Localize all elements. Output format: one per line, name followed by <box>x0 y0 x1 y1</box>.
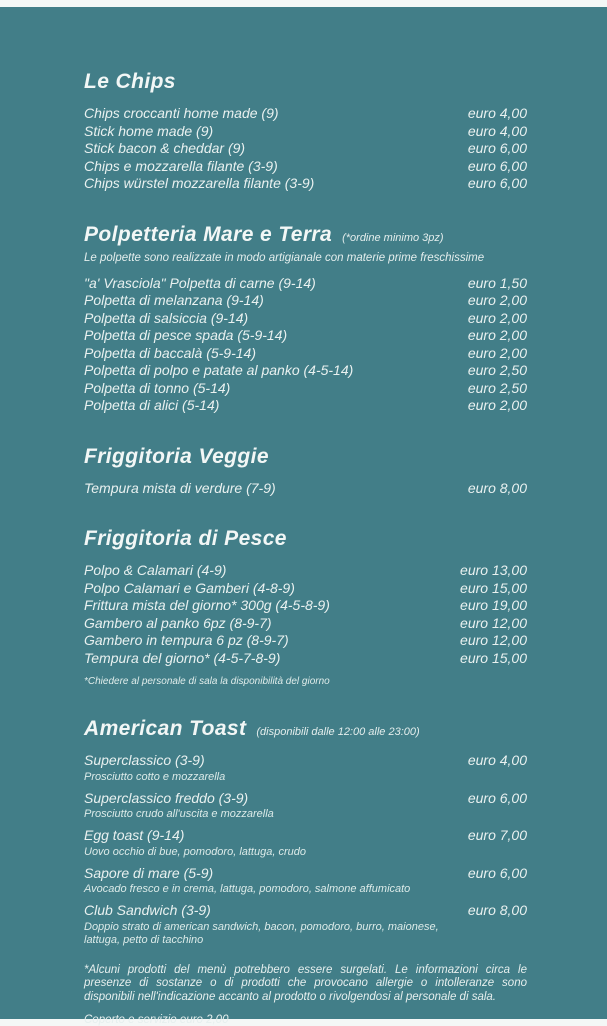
section-items <box>84 480 527 498</box>
section-footnote: *Chiedere al personale di sala la disponibilità del giorno <box>84 676 527 687</box>
item-price: euro 2,50 <box>468 362 527 380</box>
item-name: Gambero al panko 6pz (8-9-7) <box>84 615 284 633</box>
item-name: Chips würstel mozzarella filante (3-9) <box>84 175 326 193</box>
item-price: euro 8,00 <box>468 902 527 920</box>
menu-item <box>84 105 527 123</box>
section-note: (*ordine minimo 3pz) <box>342 232 443 244</box>
menu-item <box>84 327 527 345</box>
item-price: euro 6,00 <box>468 865 527 883</box>
section-header <box>84 526 527 551</box>
item-price: euro 2,50 <box>468 380 527 398</box>
menu-item-row <box>84 650 527 668</box>
item-price: euro 15,00 <box>460 580 527 598</box>
menu-item <box>84 580 527 598</box>
section-subtitle: Le polpette sono realizzate in modo artigianale con materie prime freschissime <box>84 252 527 264</box>
item-price: euro 12,00 <box>460 615 527 633</box>
menu-item <box>84 615 527 633</box>
section-items <box>84 275 527 415</box>
section-title: Polpetteria Mare e Terra <box>84 222 332 247</box>
menu-item-row <box>84 480 527 498</box>
item-name: Chips e mozzarella filante (3-9) <box>84 158 290 176</box>
menu-item-row <box>84 580 527 598</box>
footer-cover-charge: Coperto e servizio euro 2,00 <box>84 1014 527 1026</box>
section-items <box>84 105 527 193</box>
item-name: Tempura mista di verdure (7-9) <box>84 480 288 498</box>
menu-item-row <box>84 292 527 310</box>
item-name: "a' Vrasciola" Polpetta di carne (9-14) <box>84 275 328 293</box>
section-header <box>84 69 527 94</box>
menu-section <box>84 69 527 193</box>
item-price: euro 2,00 <box>468 310 527 328</box>
section-header <box>84 444 527 469</box>
section-items <box>84 752 527 947</box>
menu-item-row <box>84 790 527 808</box>
item-name: Egg toast (9-14) <box>84 827 196 845</box>
item-price: euro 2,00 <box>468 292 527 310</box>
section-header <box>84 222 527 247</box>
menu-item-row <box>84 140 527 158</box>
menu-item <box>84 158 527 176</box>
menu-item <box>84 480 527 498</box>
item-price: euro 6,00 <box>468 175 527 193</box>
menu-item <box>84 345 527 363</box>
menu-item-row <box>84 345 527 363</box>
item-price: euro 13,00 <box>460 562 527 580</box>
item-name: Sapore di mare (5-9) <box>84 865 225 883</box>
menu-item <box>84 123 527 141</box>
item-price: euro 12,00 <box>460 632 527 650</box>
menu-item <box>84 397 527 415</box>
menu-item <box>84 865 527 897</box>
item-price: euro 7,00 <box>468 827 527 845</box>
menu-item-row <box>84 123 527 141</box>
menu-section <box>84 716 527 947</box>
item-name: Chips croccanti home made (9) <box>84 105 291 123</box>
footer-allergen-note: *Alcuni prodotti del menù potrebbero essere surgelati. Le informazioni circa le presenze di sostanze o di prodotti che provocano allergie o intolleranze sono disponibili nell'indicazione accanto al prodotto o rivolgendosi al personale di sala. <box>84 964 527 1005</box>
item-name: Gambero in tempura 6 pz (8-9-7) <box>84 632 301 650</box>
item-name: Club Sandwich (3-9) <box>84 902 223 920</box>
item-name: Stick home made (9) <box>84 123 225 141</box>
menu-item <box>84 632 527 650</box>
item-description: Uovo occhio di bue, pomodoro, lattuga, crudo <box>84 846 444 859</box>
menu-section <box>84 222 527 415</box>
menu-item-row <box>84 615 527 633</box>
item-price: euro 4,00 <box>468 752 527 770</box>
menu-item <box>84 275 527 293</box>
menu-item-row <box>84 327 527 345</box>
item-price: euro 15,00 <box>460 650 527 668</box>
section-title: Friggitoria di Pesce <box>84 526 287 551</box>
item-price: euro 2,00 <box>468 345 527 363</box>
item-name: Polpo & Calamari (4-9) <box>84 562 238 580</box>
item-name: Tempura del giorno* (4-5-7-8-9) <box>84 650 292 668</box>
menu-item-row <box>84 827 527 845</box>
menu-item-row <box>84 397 527 415</box>
menu-item <box>84 827 527 859</box>
item-name: Polpetta di polpo e patate al panko (4-5-14) <box>84 362 365 380</box>
menu-item-row <box>84 752 527 770</box>
menu-item <box>84 790 527 822</box>
item-name: Polpetta di baccalà (5-9-14) <box>84 345 268 363</box>
menu-item <box>84 380 527 398</box>
menu-item-row <box>84 562 527 580</box>
section-title: Le Chips <box>84 69 176 94</box>
item-name: Polpetta di salsiccia (9-14) <box>84 310 260 328</box>
menu-item <box>84 292 527 310</box>
item-price: euro 6,00 <box>468 158 527 176</box>
menu-sections <box>84 69 527 947</box>
menu-item-row <box>84 380 527 398</box>
section-items <box>84 562 527 667</box>
section-title: Friggitoria Veggie <box>84 444 269 469</box>
item-price: euro 1,50 <box>468 275 527 293</box>
item-price: euro 19,00 <box>460 597 527 615</box>
item-description: Prosciutto cotto e mozzarella <box>84 771 444 784</box>
item-name: Frittura mista del giorno* 300g (4-5-8-9) <box>84 597 342 615</box>
item-price: euro 4,00 <box>468 123 527 141</box>
menu-item <box>84 140 527 158</box>
menu-item-row <box>84 362 527 380</box>
section-note: (disponibili dalle 12:00 alle 23:00) <box>256 726 419 738</box>
menu-item <box>84 175 527 193</box>
item-name: Polpetta di melanzana (9-14) <box>84 292 276 310</box>
menu-item-row <box>84 275 527 293</box>
menu-page <box>0 7 607 1019</box>
item-price: euro 6,00 <box>468 140 527 158</box>
item-price: euro 8,00 <box>468 480 527 498</box>
menu-item-row <box>84 105 527 123</box>
menu-item <box>84 562 527 580</box>
item-description: Avocado fresco e in crema, lattuga, pomodoro, salmone affumicato <box>84 883 444 896</box>
menu-section <box>84 444 527 498</box>
menu-item-row <box>84 865 527 883</box>
menu-item <box>84 902 527 947</box>
menu-item <box>84 362 527 380</box>
menu-item-row <box>84 158 527 176</box>
item-name: Superclassico (3-9) <box>84 752 217 770</box>
menu-footer <box>84 964 527 1026</box>
item-name: Polpo Calamari e Gamberi (4-8-9) <box>84 580 307 598</box>
item-name: Polpetta di alici (5-14) <box>84 397 231 415</box>
item-price: euro 6,00 <box>468 790 527 808</box>
item-name: Polpetta di pesce spada (5-9-14) <box>84 327 299 345</box>
menu-item-row <box>84 902 527 920</box>
item-price: euro 4,00 <box>468 105 527 123</box>
menu-item <box>84 752 527 784</box>
item-description: Prosciutto crudo all'uscita e mozzarella <box>84 808 444 821</box>
item-name: Stick bacon & cheddar (9) <box>84 140 257 158</box>
menu-item <box>84 310 527 328</box>
item-price: euro 2,00 <box>468 327 527 345</box>
section-title: American Toast <box>84 716 246 741</box>
item-name: Superclassico freddo (3-9) <box>84 790 260 808</box>
menu-item-row <box>84 175 527 193</box>
menu-item-row <box>84 310 527 328</box>
menu-item <box>84 597 527 615</box>
menu-section <box>84 526 527 687</box>
menu-item-row <box>84 632 527 650</box>
item-description: Doppio strato di american sandwich, bacon, pomodoro, burro, maionese, lattuga, petto di tacchino <box>84 921 444 947</box>
menu-item-row <box>84 597 527 615</box>
item-price: euro 2,00 <box>468 397 527 415</box>
item-name: Polpetta di tonno (5-14) <box>84 380 242 398</box>
menu-item <box>84 650 527 668</box>
section-header <box>84 716 527 741</box>
